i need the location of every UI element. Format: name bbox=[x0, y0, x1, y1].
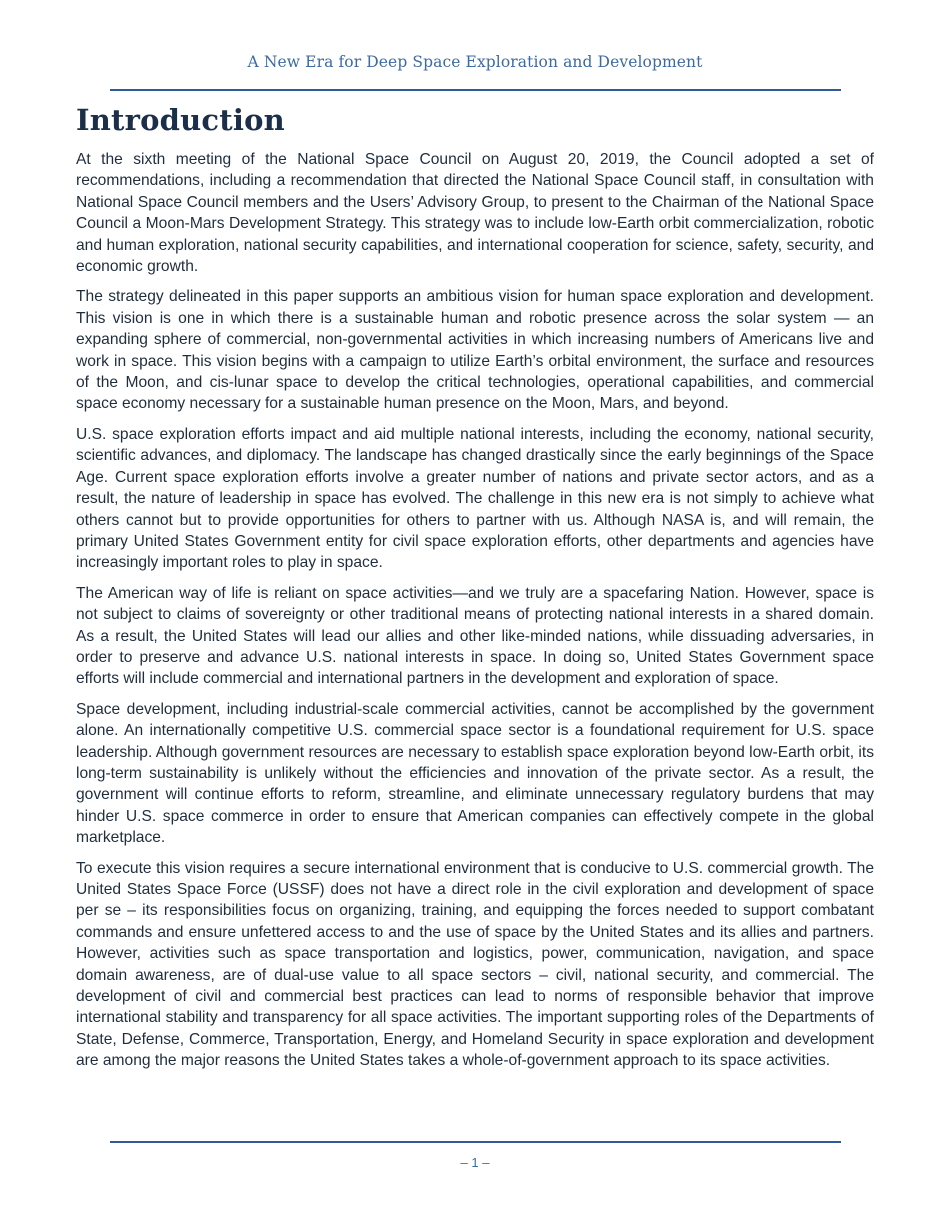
paragraph-3: U.S. space exploration efforts impact and aid multiple national interests, including the economy, national security, scientific advances, and diplomacy. The landscape has changed drastically since the early beginnings of the Space Age. Current space exploration efforts involve a greater number of nations and private sector actors, and as a result, the nature of leadership in space has evolved. The challenge in this new era is not simply to achieve what others cannot but to provide opportunities for others to partner with us. Although NASA is, and will remain, the primary United States Government entity for civil space exploration efforts, other departments and agencies have increasingly important roles to play in space. bbox=[76, 425, 874, 572]
section-title: Introduction bbox=[76, 103, 285, 137]
running-header: A New Era for Deep Space Exploration and Development bbox=[247, 53, 703, 71]
paragraph-5: Space development, including industrial-scale commercial activities, cannot be accomplished by the government alone. An internationally competitive U.S. commercial space sector is a foundational requirement for U.S. space leadership. Although government resources are necessary to establish space exploration beyond low-Earth orbit, its long-term sustainability is unlikely without the efficiencies and innovation of the private sector. As a result, the government will continue efforts to reform, streamline, and eliminate unnecessary regulatory burdens that may hinder U.S. space commerce in order to ensure that American companies can effectively compete in the global marketplace. bbox=[76, 700, 874, 847]
paragraph-1: At the sixth meeting of the National Space Council on August 20, 2019, the Council adopted a set of recommendations, including a recommendation that directed the National Space Council staff, in consultation with National Space Council members and the Users’ Advisory Group, to present to the Chairman of the National Space Council a Moon-Mars Development Strategy. This strategy was to include low-Earth orbit commercialization, robotic and human exploration, national security capabilities, and international cooperation for science, safety, security, and economic growth. bbox=[76, 151, 874, 276]
header-divider bbox=[110, 89, 841, 91]
paragraph-2: The strategy delineated in this paper supports an ambitious vision for human space exploration and development. This vision is one in which there is a sustainable human and robotic presence across the solar system — an expanding sphere of commercial, non-governmental activities in which increasing numbers of Americans live and work in space. This vision begins with a campaign to utilize Earth’s orbital environment, the surface and resources of the Moon, and cis-lunar space to develop the critical technologies, operational capabilities, and commercial space economy necessary for a sustainable human presence on the Moon, Mars, and beyond. bbox=[76, 288, 874, 413]
footer-divider bbox=[110, 1141, 841, 1143]
paragraph-4: The American way of life is reliant on space activities—and we truly are a spacefaring Nation. However, space is not subject to claims of sovereignty or other traditional means of protecting national interests in a shared domain. As a result, the United States will lead our allies and other like-minded nations, while dissuading adversaries, in order to preserve and advance U.S. national interests in space. In doing so, United States Government space efforts will include commercial and international partners in the development and exploration of space. bbox=[76, 584, 874, 688]
section-body bbox=[76, 149, 874, 1081]
paragraph-6: To execute this vision requires a secure international environment that is conducive to U.S. commercial growth. The United States Space Force (USSF) does not have a direct role in the civil exploration and development of space per se – its responsibilities focus on organizing, training, and equipping the forces needed to support combatant commands and ensure unfettered access to and the use of space by the United States and its allies and partners. However, activities such as space transportation and logistics, power, communication, navigation, and space domain awareness, are of dual-use value to all space sectors – civil, national security, and commercial. The development of civil and commercial best practices can lead to norms of responsible behavior that improve international stability and transparency for all space activities. The important supporting roles of the Departments of State, Defense, Commerce, Transportation, Energy, and Homeland Security in space exploration and development are among the major reasons the United States takes a whole-of-government approach to its space activities. bbox=[76, 859, 874, 1070]
page-number: – 1 – bbox=[460, 1155, 490, 1170]
